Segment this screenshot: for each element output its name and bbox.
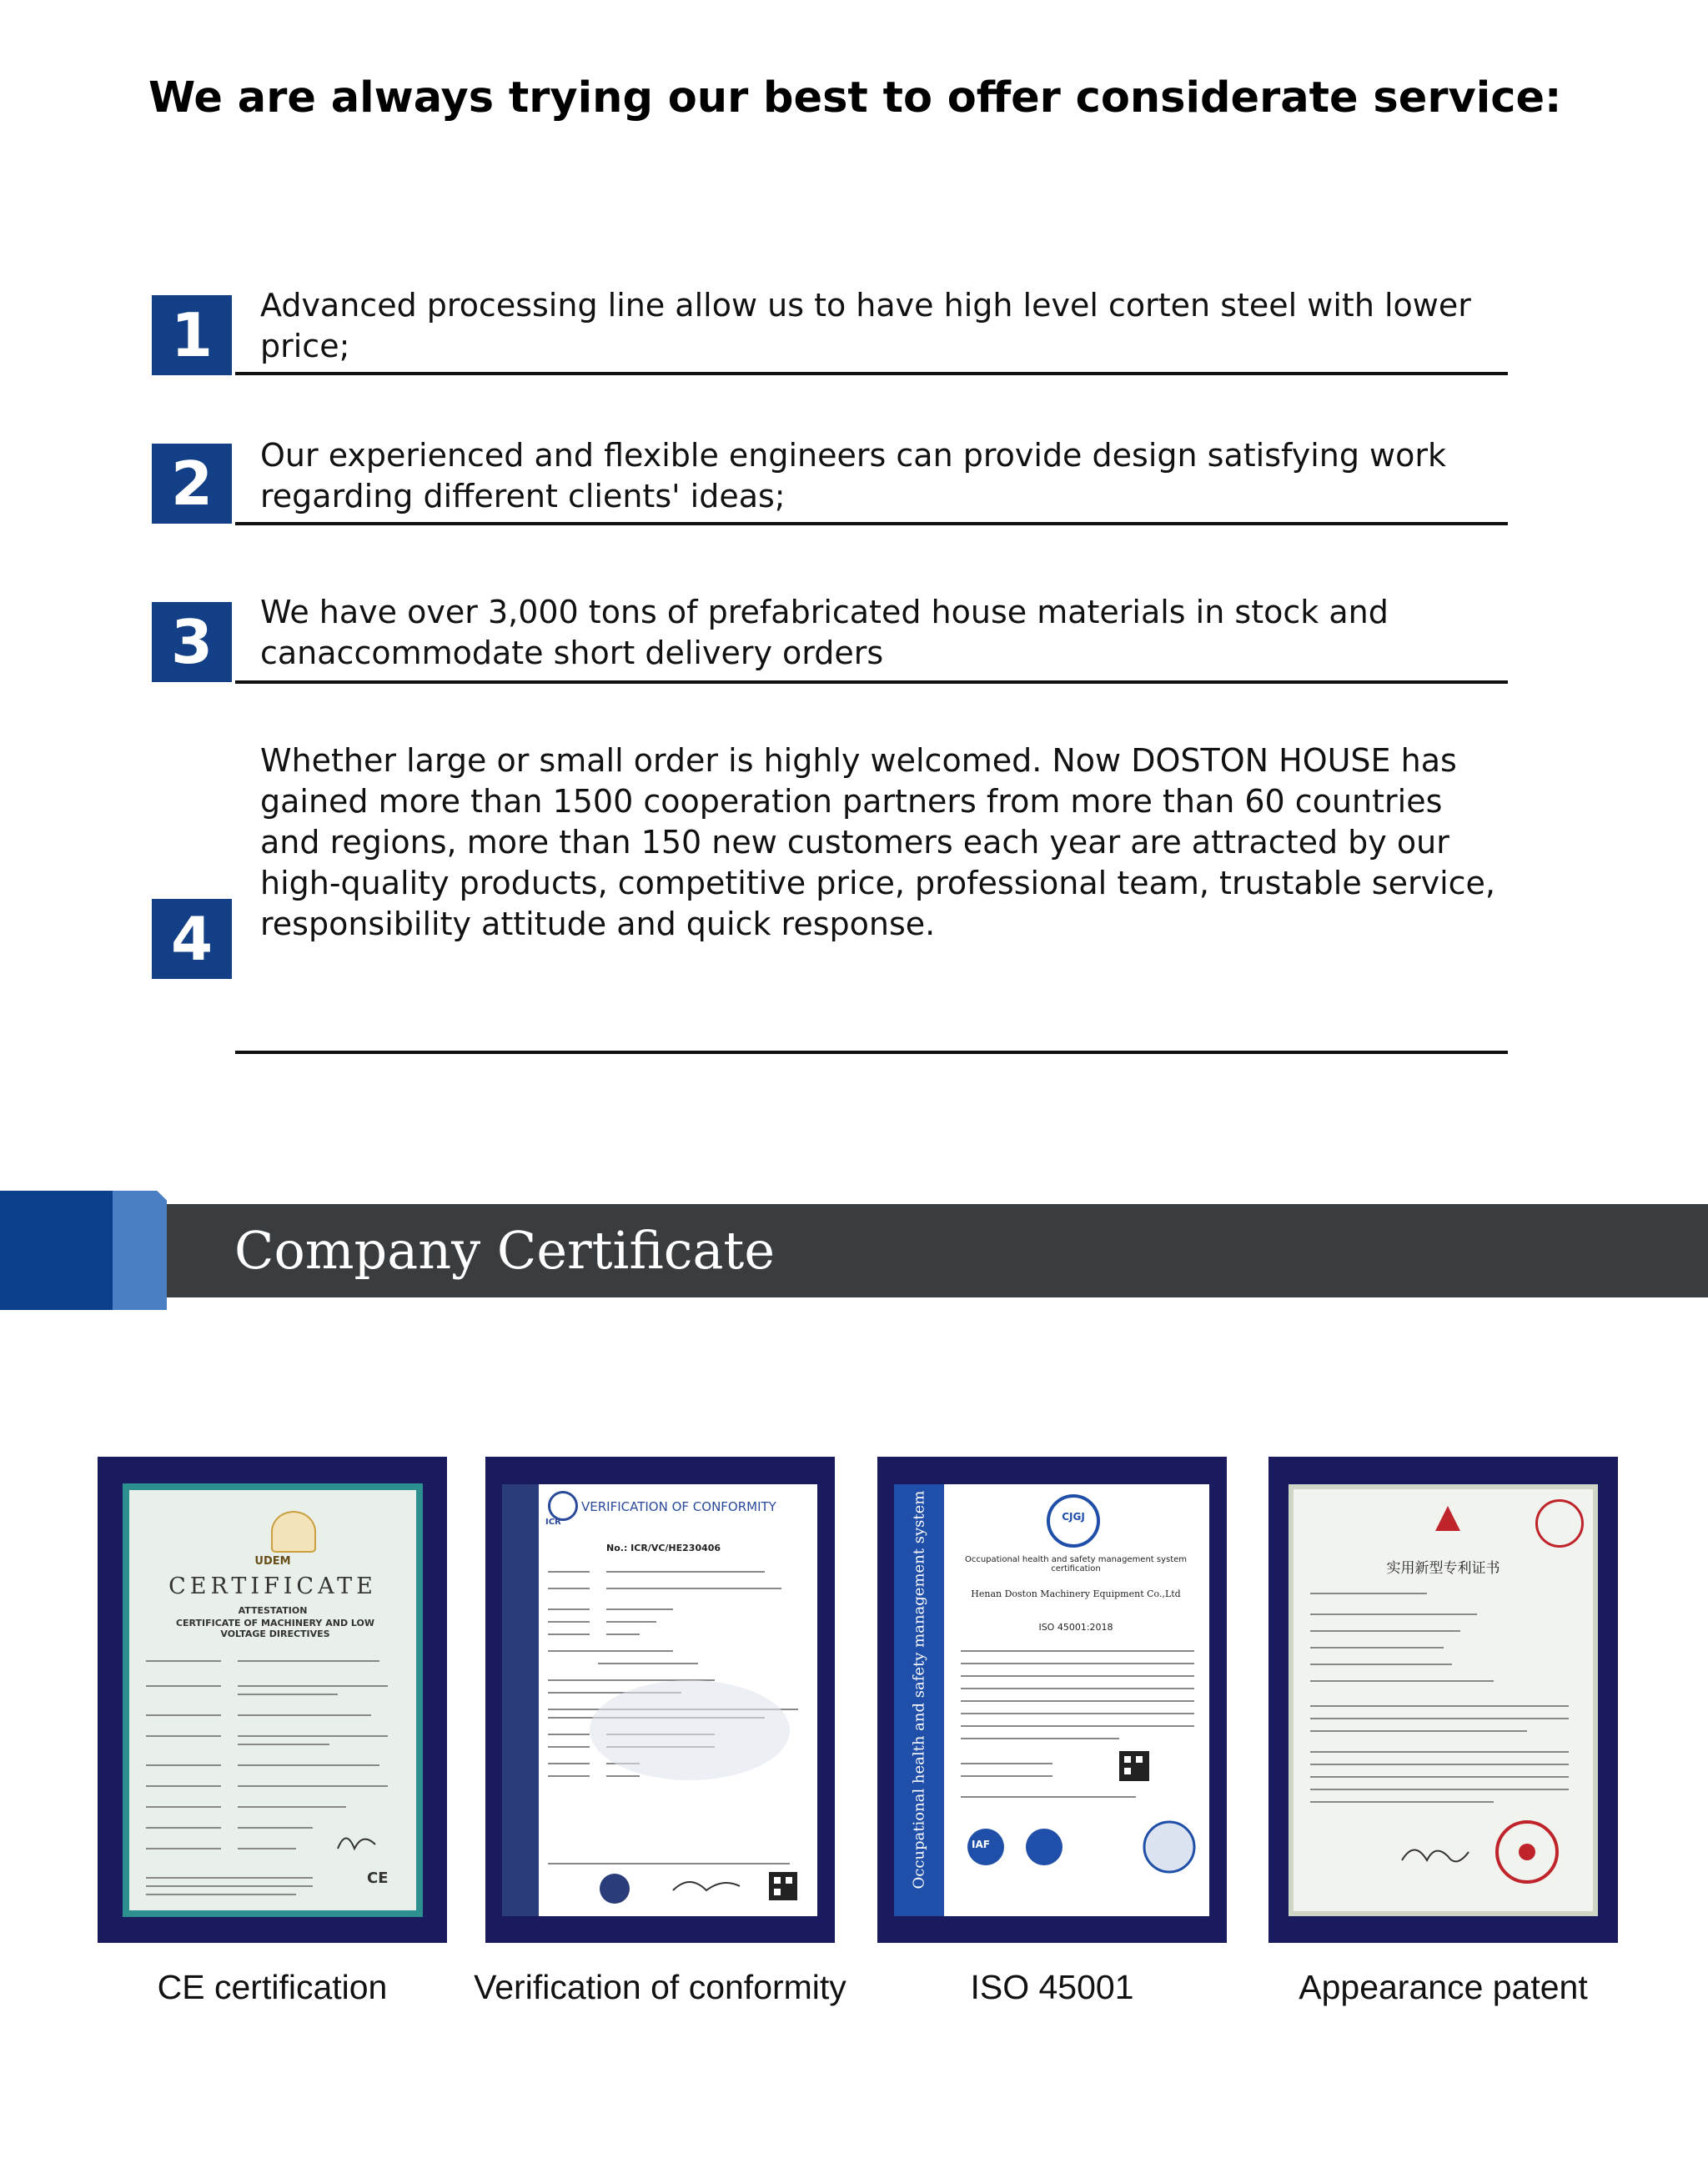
red-seal-icon [1535, 1499, 1584, 1548]
doc-title: VERIFICATION OF CONFORMITY [581, 1499, 776, 1514]
certificate-caption: Verification of conformity [474, 1968, 846, 2006]
doc-heading: CERTIFICATE OF MACHINERY AND LOW VOLTAGE DIRECTIVES [175, 1618, 375, 1639]
doc-standard: ISO 45001:2018 [1038, 1622, 1113, 1633]
patent-logo-icon [1435, 1506, 1460, 1531]
certificate-card-patent [1268, 1457, 1618, 2006]
section-title: Company Certificate [234, 1220, 776, 1281]
certificate-image [894, 1484, 1209, 1916]
doc-number: No.: ICR/VC/HE230406 [606, 1543, 721, 1553]
certificate-image [1289, 1484, 1598, 1916]
divider [235, 372, 1508, 375]
divider [235, 680, 1508, 684]
side-stripe [894, 1484, 944, 1916]
item-text: Advanced processing line allow us to have high level corten steel with lower price; [260, 287, 1471, 364]
banner-accent-dark [0, 1191, 113, 1310]
side-title: Occupational health and safety management system [910, 1490, 928, 1889]
document-text-lines [548, 1563, 806, 1905]
document-text-lines [952, 1639, 1203, 1905]
certificate-caption: CE certification [157, 1968, 388, 2006]
document-text-lines [1310, 1585, 1585, 1902]
udem-logo-text: UDEM [254, 1555, 291, 1568]
document-text-lines [146, 1653, 404, 1903]
doc-title: 实用新型专利证书 [1386, 1560, 1500, 1577]
certificate-card-iso [877, 1457, 1227, 2006]
cjgj-logo-text: CJGJ [1062, 1511, 1085, 1523]
icr-logo-text: ICR [545, 1518, 561, 1527]
banner-accent-light [113, 1191, 167, 1310]
certificate-caption: Appearance patent [1299, 1968, 1588, 2006]
divider [235, 522, 1508, 525]
doc-heading: Occupational health and safety management system certification [964, 1555, 1188, 1573]
crest-icon [271, 1511, 316, 1553]
certificate-caption: ISO 45001 [970, 1968, 1134, 2006]
doc-title: CERTIFICATE [168, 1573, 377, 1599]
certificate-card-voc [474, 1457, 846, 2006]
item-number-badge: 4 [152, 899, 232, 979]
certificate-card-ce [98, 1457, 447, 2006]
item-text: Whether large or small order is highly welcomed. Now DOSTON HOUSE has gained more than 1500 cooperation partners from more than 60 countries and regions, more than 150 new customers each year are attracted by our high-quality products, competitive price, professional team, trustable service, responsibility attitude and quick response. [260, 742, 1495, 942]
item-text: Our experienced and flexible engineers can provide design satisfying work regarding different clients' ideas; [260, 437, 1446, 514]
item-number-badge: 1 [152, 295, 232, 375]
doc-subtitle: ATTESTATION [238, 1605, 308, 1616]
ce-mark: CE [367, 1869, 389, 1887]
page-headline: We are always trying our best to offer considerate service: [148, 73, 1562, 123]
divider [235, 1051, 1508, 1054]
item-number-badge: 2 [152, 444, 232, 524]
side-stripe [502, 1484, 539, 1916]
item-text: We have over 3,000 tons of prefabricated house materials in stock and canaccommodate short delivery orders [260, 594, 1389, 671]
certificate-image [123, 1483, 423, 1917]
iaf-badge: IAF [972, 1839, 990, 1850]
certificate-image [502, 1484, 817, 1916]
doc-company: Henan Doston Machinery Equipment Co.,Ltd [971, 1588, 1181, 1599]
item-number-badge: 3 [152, 602, 232, 682]
globe-icon [548, 1491, 578, 1521]
